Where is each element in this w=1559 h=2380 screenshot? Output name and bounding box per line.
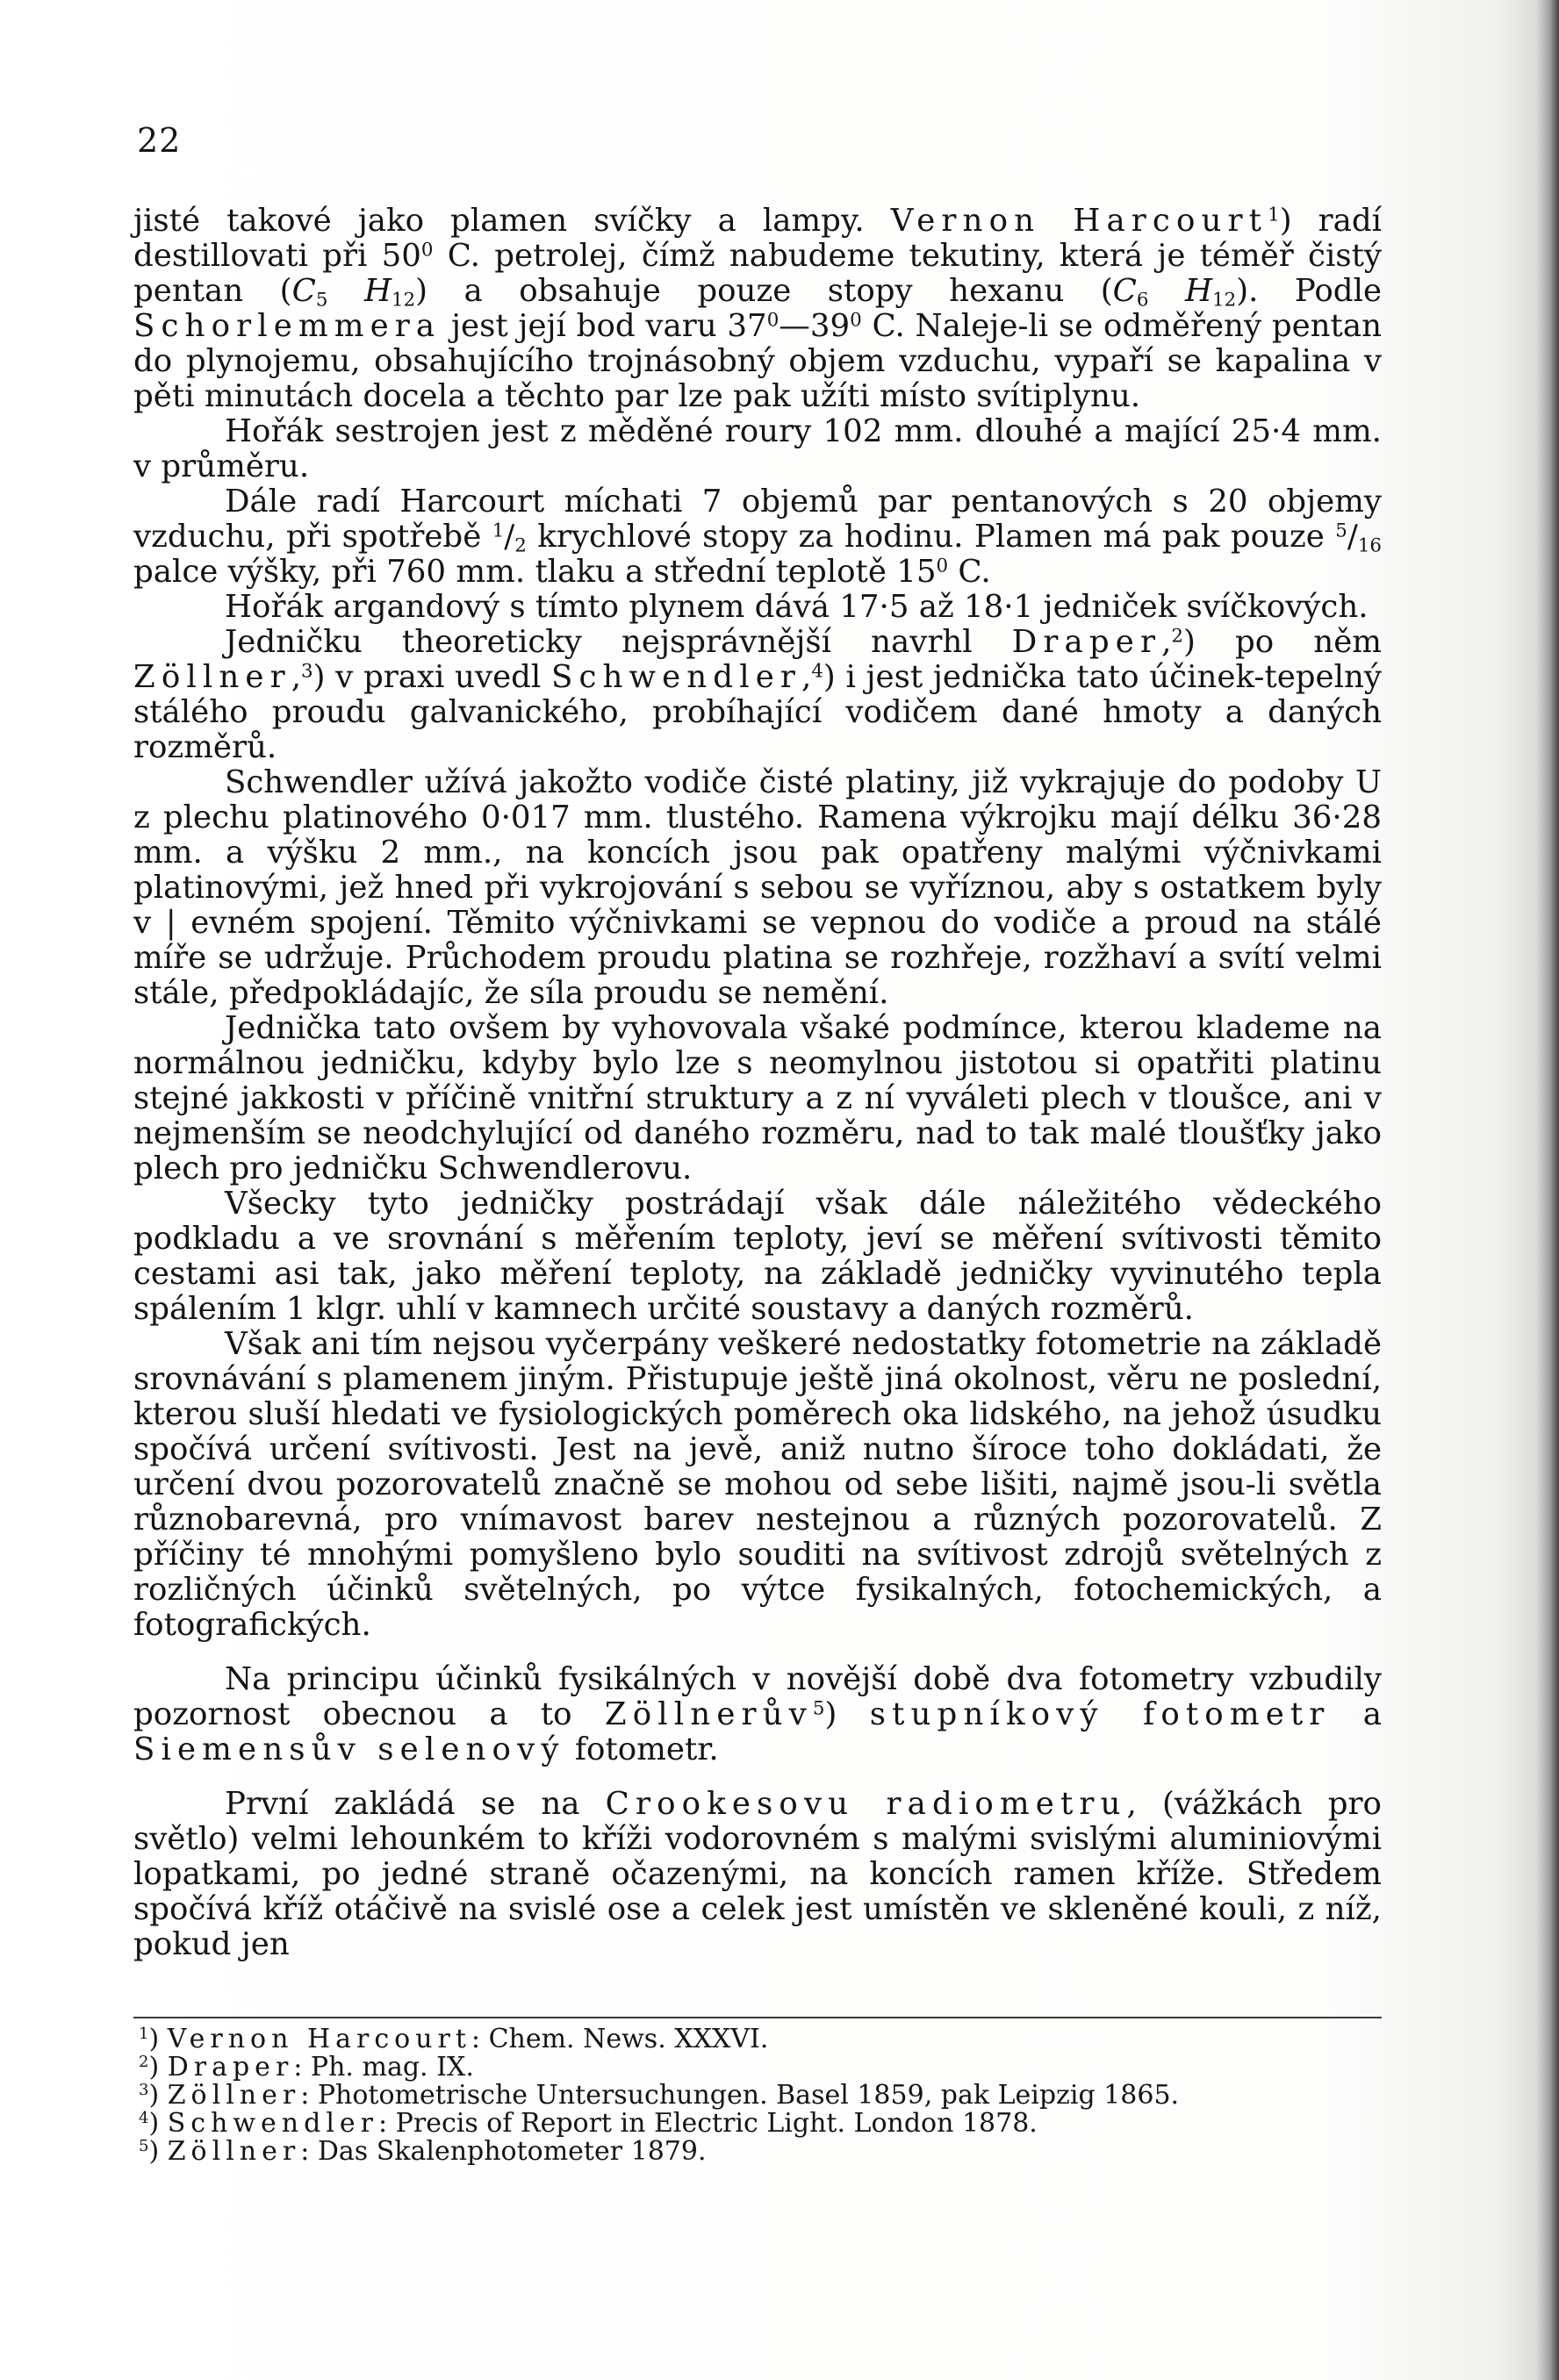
text-segment: , (vážkách pro světlo) velmi lehounkém to kříži vodorovném s malými svislými aluminiovými lopatkami, po jedné straně očazenými, na koncích ramen kříže. Středem spočívá kříž otáčivě na svislé ose a celek jest umístěn ve skleněné kouli, z níž, pokud jen: [133, 1786, 1382, 1962]
text-segment: jisté takové jako plamen svíčky a lampy.: [133, 203, 891, 239]
text-segment: 5: [315, 289, 328, 312]
text-segment: C: [291, 273, 316, 309]
text-segment: C: [1112, 273, 1137, 309]
paragraph-p8: [133, 1186, 1382, 1327]
footnote-item: [133, 2025, 1382, 2054]
footnote-text: : Photometrische Untersuchungen. Basel 1859, pak Leipzig 1865.: [300, 2080, 1180, 2111]
paragraph-p1: [133, 204, 1382, 414]
text-segment: Jednička tato ovšem by vyhovovala všaké podmínce, kterou klademe na normálnou jedničku, kdyby bylo lze s neomylnou jistotou si opatřiti platinu stejné jakkosti v příčině vnitřní struktury a z ní vyváleti plech v tloušce, ani v nejmenším se neodchylující od daného rozměru, nad to tak malé tloušťky jako plech pro jedničku Schwendlerovu.: [133, 1010, 1382, 1186]
text-segment: stupníkový fotometr: [869, 1696, 1331, 1732]
text-segment: Zöllnerův: [604, 1696, 813, 1732]
text-segment: ) v praxi uvedl: [313, 659, 551, 695]
text-segment: fotometr.: [564, 1731, 719, 1767]
text-segment: [1148, 273, 1185, 309]
footnote-paren: ): [148, 2136, 168, 2167]
text-segment: ) a obsahuje pouze stopy hexanu (: [415, 273, 1113, 309]
text-segment: C.: [948, 554, 991, 590]
text-segment: a: [1330, 1696, 1382, 1732]
footnote-item: [133, 2138, 1382, 2166]
text-segment: Na principu účinků fysikálných v novější době dva fotometry vzbudily pozornost obecnou a to: [133, 1661, 1382, 1732]
footnote-paren: ): [148, 2080, 168, 2111]
footnote-mark: 4: [139, 2109, 149, 2128]
text-segment: 5: [812, 1697, 825, 1720]
text-segment: Vernon Harcourt: [890, 203, 1268, 239]
text-segment: Hořák sestrojen jest z měděné roury 102 mm. dlouhé a mající 25·4 mm. v průměru.: [133, 413, 1382, 484]
text-segment: H: [1184, 273, 1213, 309]
page-edge-shadow: [1536, 0, 1559, 2380]
footnote-item: [133, 2082, 1382, 2110]
text-segment: 6: [1136, 289, 1149, 312]
footnote-author: Vernon Harcourt: [167, 2024, 471, 2054]
footnote-list: [133, 2025, 1382, 2166]
footnote-mark: 2: [139, 2053, 149, 2072]
text-segment: 1: [492, 520, 505, 542]
paragraph-p11: [133, 1787, 1382, 1962]
footnote-author: Draper: [167, 2052, 294, 2082]
paragraph-p9: [133, 1327, 1382, 1643]
text-segment: 0: [766, 309, 780, 332]
footnote-paren: ): [148, 2108, 168, 2139]
text-segment: 0: [936, 555, 949, 577]
footnote-item: [133, 2054, 1382, 2082]
text-segment: 16: [1357, 534, 1383, 557]
footnote-mark: 5: [139, 2137, 149, 2156]
text-segment: Však ani tím nejsou vyčerpány veškeré nedostatky fotometrie na základě srovnávání s plamenem jiným. Přistupuje ještě jiná okolnost, věru ne poslední, kterou sluší hledati ve fysiologických poměrech oka lidského, na jehož úsudku spočívá určení svítivosti. Jest na jevě, aniž nutno šíroce toho dokládati, že určení dvou pozorovatelů značně se mohou od sebe lišiti, najmě jsou-li světla různobarevná, pro vnímavost barev nestejnou a různých pozorovatelů. Z příčiny té mnohými pomyšleno bylo souditi na svítivost zdrojů světelných z rozličných účinků světelných, po výtce fysikalných, fotochemických, a fotografických.: [133, 1326, 1382, 1643]
text-segment: palce výšky, při 760 mm. tlaku a střední teplotě 15: [133, 554, 937, 590]
text-segment: krychlové stopy za hodinu. Plamen má pak pouze: [526, 519, 1336, 555]
text-segment: Draper: [1011, 624, 1162, 660]
text-segment: ): [824, 1696, 870, 1732]
paragraph-p4: [133, 590, 1382, 625]
text-segment: ,: [801, 659, 812, 695]
text-segment: ) radí destillovati při 50: [133, 203, 1382, 274]
footnote-text: : Precis of Report in Electric Light. London 1878.: [378, 2108, 1038, 2139]
paragraph-p2: [133, 414, 1382, 484]
text-segment: 2: [514, 534, 527, 557]
footnote-paren: ): [148, 2052, 168, 2082]
text-segment: ,: [291, 659, 302, 695]
text-segment: /: [1347, 519, 1358, 555]
footnote-author: Zöllner: [167, 2080, 301, 2111]
text-segment: C. Naleje-li se odměřený pentan do plynojemu, obsahujícího trojnásobný objem vzduchu, vypaří se kapalina v pěti minutách docela a těchto par lze pak užíti místo svítiplynu.: [133, 308, 1382, 414]
text-segment: První zakládá se na: [225, 1786, 606, 1822]
footnote-text: : Chem. News. XXXVI.: [471, 2024, 769, 2054]
footnote-mark: 3: [139, 2081, 149, 2100]
text-segment: Hořák argandový s tímto plynem dává 17·5 až 18·1 jedniček svíčkových.: [225, 589, 1369, 625]
text-segment: Schwendler: [550, 659, 802, 695]
footnote-text: : Das Skalenphotometer 1879.: [300, 2136, 707, 2167]
text-segment: Crookesovu radiometru: [605, 1786, 1127, 1822]
footnotes: [133, 2017, 1382, 2166]
text-segment: C. petrolej, čímž nabudeme tekutiny, která je téměř čistý pentan (: [133, 238, 1382, 309]
paragraph-p5: [133, 625, 1382, 765]
text-segment: /: [504, 519, 515, 555]
text-segment: 12: [1212, 289, 1237, 312]
text-segment: Zöllner: [133, 659, 291, 695]
page-number: 22: [137, 121, 182, 160]
text-segment: ) po něm: [1182, 624, 1382, 660]
footnote-author: Schwendler: [167, 2108, 379, 2139]
footnote-text: : Ph. mag. IX.: [293, 2052, 474, 2082]
text-segment: 3: [301, 660, 313, 683]
paragraph-p10: [133, 1662, 1382, 1767]
paragraph-p7: [133, 1011, 1382, 1186]
footnote-paren: ): [148, 2024, 168, 2054]
footnote-item: [133, 2110, 1382, 2138]
text-segment: Schorlemmera: [133, 308, 442, 344]
text-segment: 1: [1268, 204, 1280, 226]
body-text: [133, 204, 1382, 1962]
text-segment: 2: [1171, 625, 1183, 648]
text-segment: 4: [811, 660, 823, 683]
text-segment: H: [363, 273, 392, 309]
text-segment: ) i jest jednička tato účinek-tepelný stálého proudu galvanického, probíhající vodičem dané hmoty a daných rozměrů.: [133, 659, 1382, 765]
paragraph-p3: [133, 484, 1382, 590]
paragraph-p6: [133, 765, 1382, 1011]
text-segment: 0: [420, 239, 434, 262]
text-segment: Siemensův selenový: [133, 1731, 565, 1767]
text-segment: ). Podle: [1236, 273, 1383, 309]
text-segment: ,: [1161, 624, 1172, 660]
footnote-author: Zöllner: [167, 2136, 301, 2167]
text-segment: [327, 273, 364, 309]
text-segment: jest její bod varu 37: [441, 308, 767, 344]
text-segment: 5: [1335, 520, 1347, 542]
text-segment: 0: [850, 309, 862, 332]
text-segment: Jedničku theoreticky nejsprávnější navrhl: [225, 624, 1012, 660]
text-segment: Schwendler užívá jakožto vodiče čisté platiny, již vykrajuje do podoby U z plechu platinového 0·017 mm. tlustého. Ramena výkrojku mají délku 36·28 mm. a výšku 2 mm., na koncích jsou pak opatřeny malými výčnivkami platinovými, jež hned při vykrojování s sebou se vyříznou, aby s ostatkem byly v | evném spojení. Těmito výčnivkami se vepnou do vodiče a proud na stálé míře se udržuje. Průchodem proudu platina se rozhřeje, rozžhaví a svítí velmi stále, předpokládajíc, že síla proudu se nemění.: [133, 764, 1382, 1011]
text-segment: Všecky tyto jedničky postrádají však dále náležitého vědeckého podkladu a ve srovnání s měřením teploty, jeví se měření svítivosti těmito cestami asi tak, jako měření teploty, na základě jedničky vyvinutého tepla spálením 1 klgr. uhlí v kamnech určité soustavy a daných rozměrů.: [133, 1186, 1382, 1327]
text-segment: —39: [779, 308, 851, 344]
footnote-mark: 1: [139, 2025, 149, 2044]
text-segment: 12: [391, 289, 416, 312]
text-segment: Dále radí Harcourt míchati 7 objemů par pentanových s 20 objemy vzduchu, při spotřebě: [133, 484, 1382, 555]
